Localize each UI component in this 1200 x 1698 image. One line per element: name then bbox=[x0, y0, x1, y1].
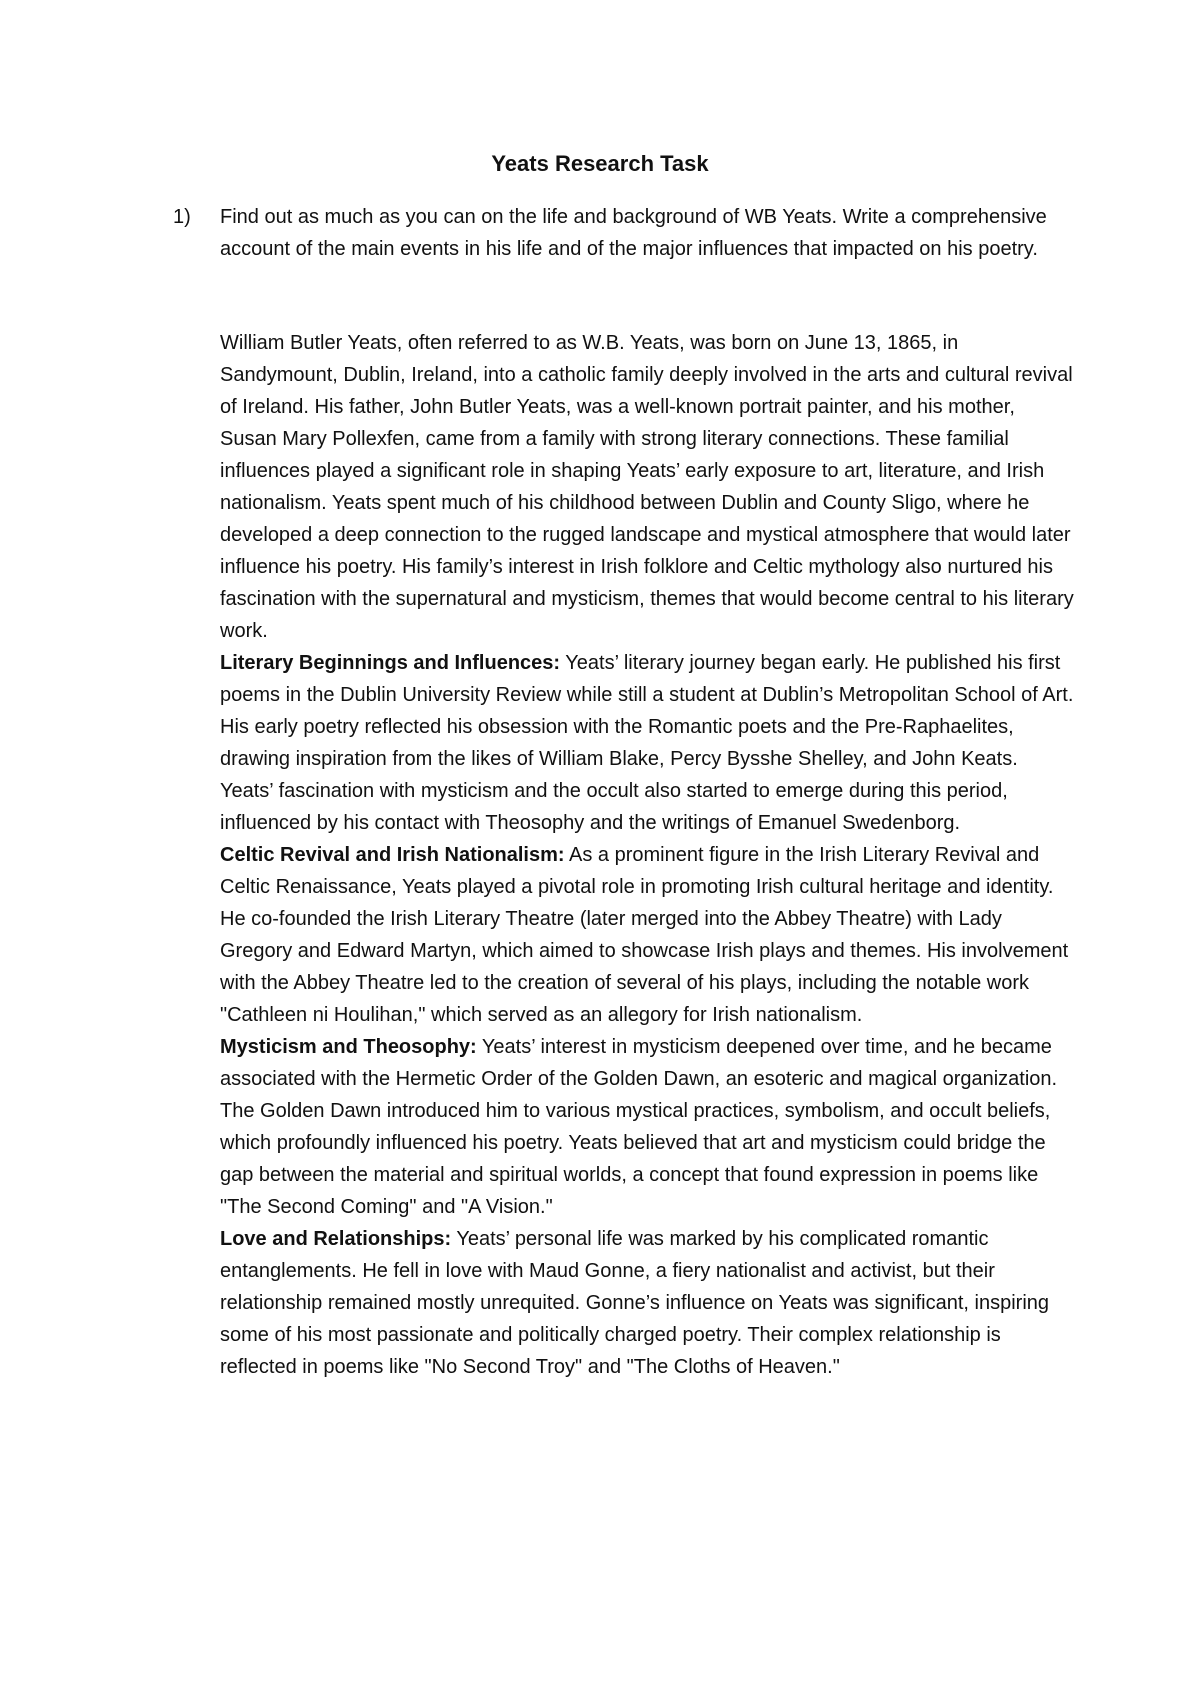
section-love-relationships bbox=[220, 1223, 1075, 1383]
question-text: Find out as much as you can on the life and background of WB Yeats. Write a comprehensive account of the main events in his life and of the major influences that impacted on his poetry. bbox=[220, 206, 1047, 260]
section-heading: Celtic Revival and Irish Nationalism: bbox=[220, 844, 565, 866]
section-mysticism bbox=[220, 1031, 1075, 1223]
section-heading: Mysticism and Theosophy: bbox=[220, 1036, 477, 1058]
answer-body bbox=[220, 327, 1075, 1383]
section-text: Yeats’ literary journey began early. He published his first poems in the Dublin University Review while still a student at Dublin’s Metropolitan School of Art. His early poetry reflected his obsession with the Romantic poets and the Pre-Raphaelites, drawing inspiration from the likes of William Blake, Percy Bysshe Shelley, and John Keats. Yeats’ fascination with mysticism and the occult also started to emerge during this period, influenced by his contact with Theosophy and the writings of Emanuel Swedenborg. bbox=[220, 652, 1074, 834]
section-heading: Love and Relationships: bbox=[220, 1228, 452, 1250]
section-text: As a prominent figure in the Irish Literary Revival and Celtic Renaissance, Yeats played a pivotal role in promoting Irish cultural heritage and identity. He co-founded the Irish Literary Theatre (later merged into the Abbey Theatre) with Lady Gregory and Edward Martyn, which aimed to showcase Irish plays and themes. His involvement with the Abbey Theatre led to the creation of several of his plays, including the notable work "Cathleen ni Houlihan," which served as an allegory for Irish nationalism. bbox=[220, 844, 1069, 1026]
section-text: Yeats’ personal life was marked by his complicated romantic entanglements. He fell in love with Maud Gonne, a fiery nationalist and activist, but their relationship remained mostly unrequited. Gonne’s influence on Yeats was significant, inspiring some of his most passionate and politically charged poetry. Their complex relationship is reflected in poems like "No Second Troy" and "The Cloths of Heaven." bbox=[220, 1228, 1050, 1378]
intro-paragraph: William Butler Yeats, often referred to as W.B. Yeats, was born on June 13, 1865, in Sandymount, Dublin, Ireland, into a catholic family deeply involved in the arts and cultural revival of Ireland. His father, John Butler Yeats, was a well-known portrait painter, and his mother, Susan Mary Pollexfen, came from a family with strong literary connections. These familial influences played a significant role in shaping Yeats’ early exposure to art, literature, and Irish nationalism. Yeats spent much of his childhood between Dublin and County Sligo, where he developed a deep connection to the rugged landscape and mystical atmosphere that would later influence his poetry. His family’s interest in Irish folklore and Celtic mythology also nurtured his fascination with the supernatural and mysticism, themes that would become central to his literary work. bbox=[220, 332, 1074, 642]
section-celtic-revival bbox=[220, 839, 1075, 1031]
question-item bbox=[173, 201, 1073, 265]
section-heading: Literary Beginnings and Influences: bbox=[220, 652, 561, 674]
section-literary-beginnings bbox=[220, 647, 1075, 839]
document-title: Yeats Research Task bbox=[491, 151, 709, 176]
section-text: Yeats’ interest in mysticism deepened over time, and he became associated with the Hermetic Order of the Golden Dawn, an esoteric and magical organization. The Golden Dawn introduced him to various mystical practices, symbolism, and occult beliefs, which profoundly influenced his poetry. Yeats believed that art and mysticism could bridge the gap between the material and spiritual worlds, a concept that found expression in poems like "The Second Coming" and "A Vision." bbox=[220, 1036, 1058, 1218]
question-number: 1) bbox=[173, 206, 191, 228]
